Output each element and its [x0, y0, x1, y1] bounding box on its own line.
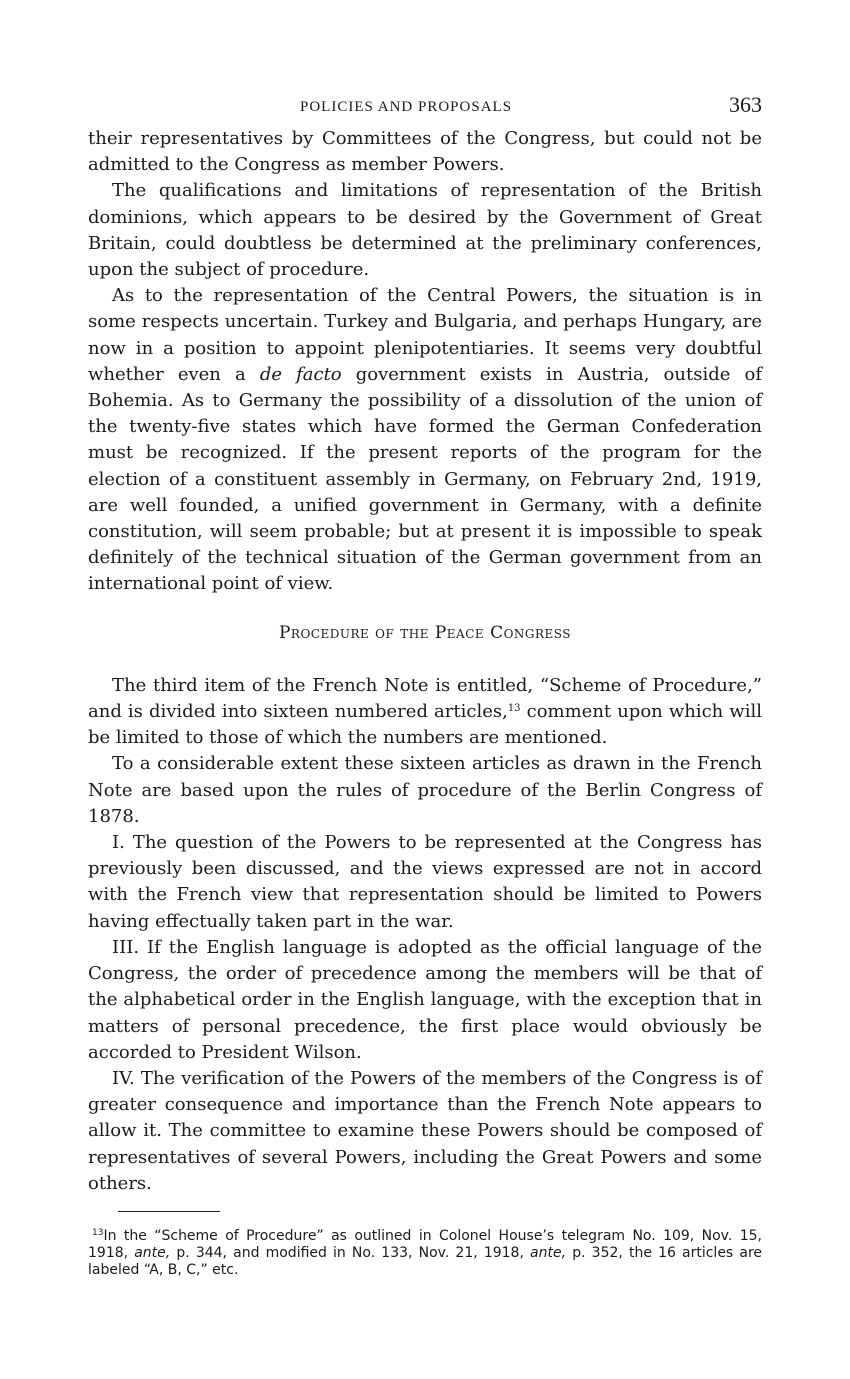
section-heading: Procedure of the Peace Congress: [278, 622, 572, 643]
page-number: 363: [729, 92, 762, 117]
text-span: As to the representation of the Central Powers, the situation is in some respects uncertain. Turkey and Bulgaria, and perhaps Hungary, are now in a position to appoint plenipotentiaries. It seems very doubtful whether even a: [88, 285, 762, 385]
paragraph-scheme-of-procedure: [88, 673, 762, 752]
paragraph-article-i: I. The question of the Powers to be represented at the Congress has previously been discussed, and the views expressed are not in accord with the French view that representation should be limited to Powers having effectually taken part in the war.: [88, 832, 762, 932]
italic-term: ante,: [134, 1244, 171, 1261]
paragraph-central-powers: [88, 283, 762, 597]
paragraph-berlin-congress: To a considerable extent these sixteen articles as drawn in the French Note are based upon the rules of procedure of the Berlin Congress of 1878.: [88, 753, 762, 827]
footnote-number: 13: [92, 1227, 104, 1238]
paragraph-article-iv: IV. The verification of the Powers of the members of the Congress is of greater consequence and importance than the French Note appears to allow it. The committee to examine these Powers should be composed of representatives of several Powers, including the Great Powers and some others.: [88, 1067, 762, 1194]
body-text: [88, 126, 762, 1197]
paragraph-article-iii: III. If the English language is adopted as the official language of the Congress, the order of precedence among the members will be that of the alphabetical order in the English language, with the exception that in matters of personal precedence, the first place would obviously be accorded to President Wilson.: [88, 936, 762, 1063]
italic-term: de facto: [259, 363, 342, 385]
running-head: [88, 92, 762, 126]
text-span: p. 344, and modified in No. 133, Nov. 21, 1918,: [170, 1244, 531, 1261]
text-span: The third item of the French Note is entitled, “Scheme of Procedure,” and is divided into sixteen numbered articles,: [88, 674, 762, 723]
book-page: [88, 92, 762, 1279]
paragraph-british-dominions: The qualifications and limitations of representation of the British dominions, which appears to be desired by the Government of Great Britain, could doubtless be determined at the preliminary conferences, upon the subject of procedure.: [88, 180, 762, 281]
text-span: government exists in Austria, outside of Bohemia. As to Germany the possibility of a dissolution of the union of the twenty-five states which have formed the German Confederation must be recognized. If the present reports of the program for the election of a constituent assembly in Germany, on February 2nd, 1919, are well founded, a unified government in Germany, with a definite constitution, will seem probable; but at present it is impossible to speak definitely of the technical situation of the German government from an international point of view.: [88, 363, 762, 595]
paragraph-continued: their representatives by Committees of the Congress, but could not be admitted to the Congress as member Powers.: [88, 128, 762, 176]
footnote-reference: 13: [507, 703, 521, 715]
text-span: In the “Scheme of Procedure” as outlined in Colonel House’s telegram No. 109, Nov. 15, 1918,: [88, 1227, 762, 1261]
running-title: POLICIES AND PROPOSALS: [300, 99, 513, 115]
footnote: [88, 1228, 762, 1279]
footnote-divider: [118, 1211, 220, 1212]
text-span: comment upon which will be limited to those of which the numbers are mentioned.: [88, 701, 762, 749]
italic-term: ante,: [530, 1244, 567, 1261]
text-span: p. 352, the 16 articles are labeled “A, B, C,” etc.: [88, 1244, 762, 1278]
